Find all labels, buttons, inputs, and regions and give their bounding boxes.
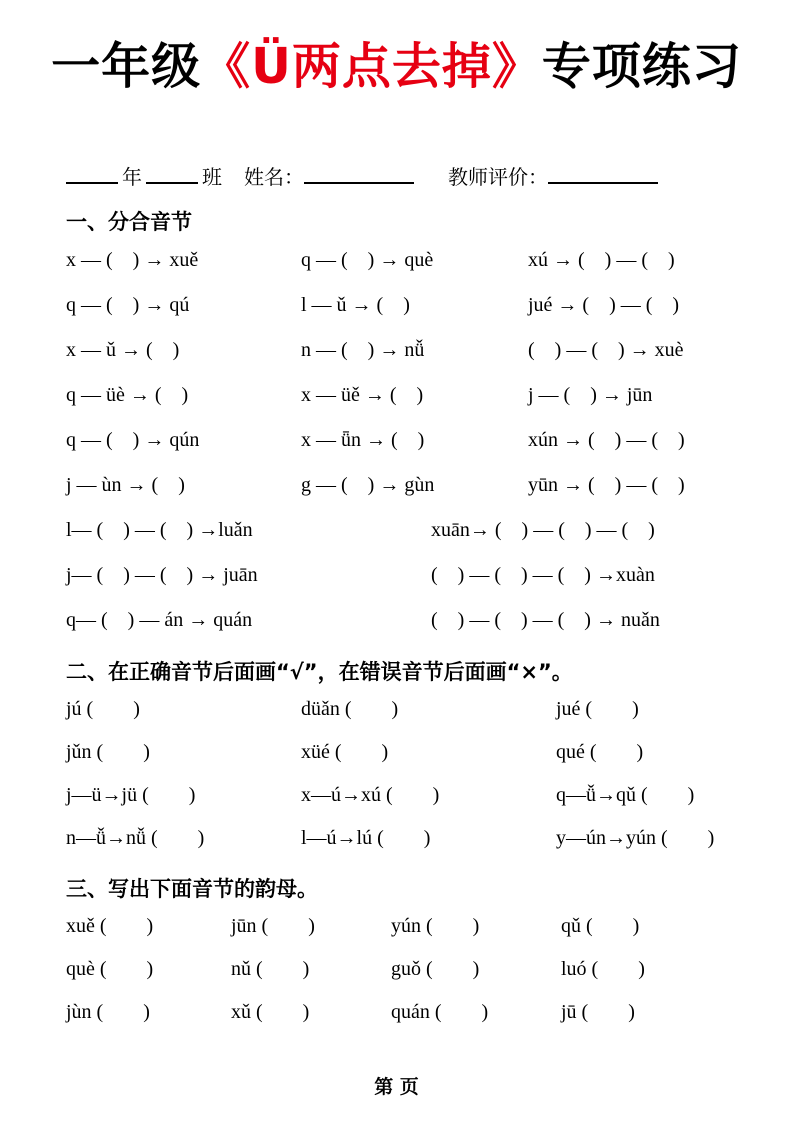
page-title bbox=[14, 36, 779, 97]
exercise-cell: j — ùn → ( ) bbox=[66, 474, 185, 497]
exercise-cell: l— ( ) — ( ) →luǎn bbox=[66, 519, 253, 542]
year-blank-line bbox=[66, 165, 118, 184]
exercise-cell: jūn ( ) bbox=[231, 915, 315, 938]
exercise-row bbox=[66, 553, 755, 598]
teacher-eval-label: 教师评价： bbox=[448, 167, 548, 190]
exercise-cell: j — ( ) → jūn bbox=[528, 384, 653, 407]
exercise-row bbox=[66, 731, 755, 774]
exercise-row bbox=[66, 373, 755, 418]
exercise-cell: jū ( ) bbox=[561, 1001, 635, 1024]
exercise-row bbox=[66, 328, 755, 373]
exercise-cell: qué ( ) bbox=[556, 741, 644, 764]
teacher-eval-blank-line bbox=[548, 165, 658, 184]
exercise-row bbox=[66, 948, 755, 991]
section-1-rows bbox=[66, 238, 755, 643]
exercise-cell: x — ǖn → ( ) bbox=[301, 429, 425, 452]
exercise-cell: ( ) — ( ) — ( ) → nuǎn bbox=[431, 609, 660, 632]
exercise-cell: x—ú→xú ( ) bbox=[301, 784, 440, 807]
exercise-cell: jué → ( ) — ( ) bbox=[528, 294, 680, 317]
exercise-cell: x — üě → ( ) bbox=[301, 384, 424, 407]
exercise-cell: guǒ ( ) bbox=[391, 958, 480, 981]
exercise-cell: què ( ) bbox=[66, 958, 154, 981]
exercise-cell: yūn → ( ) — ( ) bbox=[528, 474, 685, 497]
exercise-cell: j— ( ) — ( ) → juān bbox=[66, 564, 258, 587]
exercise-row bbox=[66, 905, 755, 948]
exercise-cell: l — ǔ → ( ) bbox=[301, 294, 410, 317]
exercise-cell: jú ( ) bbox=[66, 698, 140, 721]
year-label: 年 bbox=[122, 167, 142, 190]
exercise-cell: qǔ ( ) bbox=[561, 915, 640, 938]
exercise-cell: luó ( ) bbox=[561, 958, 645, 981]
exercise-row bbox=[66, 991, 755, 1034]
exercise-cell: x — ( ) → xuě bbox=[66, 249, 199, 272]
section-2-rows bbox=[66, 688, 755, 860]
exercise-cell: x — ǔ → ( ) bbox=[66, 339, 180, 362]
exercise-cell: ( ) — ( ) — ( ) →xuàn bbox=[431, 564, 655, 587]
exercise-cell: jùn ( ) bbox=[66, 1001, 150, 1024]
section-2-heading: 二、在正确音节后面画“√”，在错误音节后面画“×”。 bbox=[66, 660, 573, 685]
exercise-cell: j—ü→jü ( ) bbox=[66, 784, 196, 807]
page-footer: 第 页 bbox=[374, 1076, 419, 1098]
section-3-rows bbox=[66, 905, 755, 1034]
exercise-cell: xún → ( ) — ( ) bbox=[528, 429, 685, 452]
name-label: 姓名： bbox=[244, 167, 304, 190]
exercise-cell: nǔ ( ) bbox=[231, 958, 310, 981]
exercise-cell: n—ǚ→nǚ ( ) bbox=[66, 827, 205, 850]
exercise-cell: xuě ( ) bbox=[66, 915, 154, 938]
class-blank-line bbox=[146, 165, 198, 184]
student-info-line bbox=[66, 161, 753, 190]
exercise-row bbox=[66, 817, 755, 860]
exercise-row bbox=[66, 463, 755, 508]
exercise-row bbox=[66, 508, 755, 553]
exercise-row bbox=[66, 283, 755, 328]
exercise-cell: jǔn ( ) bbox=[66, 741, 150, 764]
exercise-row bbox=[66, 688, 755, 731]
exercise-cell: q—ǚ→qǔ ( ) bbox=[556, 784, 695, 807]
name-blank-line bbox=[304, 165, 414, 184]
exercise-cell: g — ( ) → gùn bbox=[301, 474, 435, 497]
section-3-heading: 三、写出下面音节的韵母。 bbox=[66, 877, 318, 902]
exercise-cell: xüé ( ) bbox=[301, 741, 389, 764]
class-label: 班 bbox=[202, 167, 222, 190]
exercise-cell: q — üè → ( ) bbox=[66, 384, 189, 407]
exercise-cell: yún ( ) bbox=[391, 915, 480, 938]
exercise-cell: q — ( ) → qún bbox=[66, 429, 200, 452]
exercise-cell: düǎn ( ) bbox=[301, 698, 399, 721]
exercise-row bbox=[66, 774, 755, 817]
exercise-row bbox=[66, 598, 755, 643]
exercise-cell: ( ) — ( ) → xuè bbox=[528, 339, 684, 362]
exercise-cell: q — ( ) → qú bbox=[66, 294, 190, 317]
exercise-row bbox=[66, 238, 755, 283]
exercise-cell: q — ( ) → què bbox=[301, 249, 434, 272]
exercise-cell: quán ( ) bbox=[391, 1001, 489, 1024]
exercise-cell: y—ún→yún ( ) bbox=[556, 827, 715, 850]
title-prefix: 一年级 bbox=[51, 38, 202, 95]
exercise-cell: jué ( ) bbox=[556, 698, 639, 721]
exercise-cell: l—ú→lú ( ) bbox=[301, 827, 431, 850]
exercise-cell: xuān→ ( ) — ( ) — ( ) bbox=[431, 519, 655, 542]
exercise-cell: n — ( ) → nǚ bbox=[301, 339, 425, 362]
exercise-row bbox=[66, 418, 755, 463]
section-1-heading: 一、分合音节 bbox=[66, 210, 192, 235]
exercise-cell: xú → ( ) — ( ) bbox=[528, 249, 675, 272]
title-suffix: 专项练习 bbox=[541, 38, 742, 95]
exercise-cell: q— ( ) — án → quán bbox=[66, 609, 253, 632]
title-highlight: 《Ü两点去掉》 bbox=[201, 38, 542, 95]
exercise-cell: xǔ ( ) bbox=[231, 1001, 310, 1024]
